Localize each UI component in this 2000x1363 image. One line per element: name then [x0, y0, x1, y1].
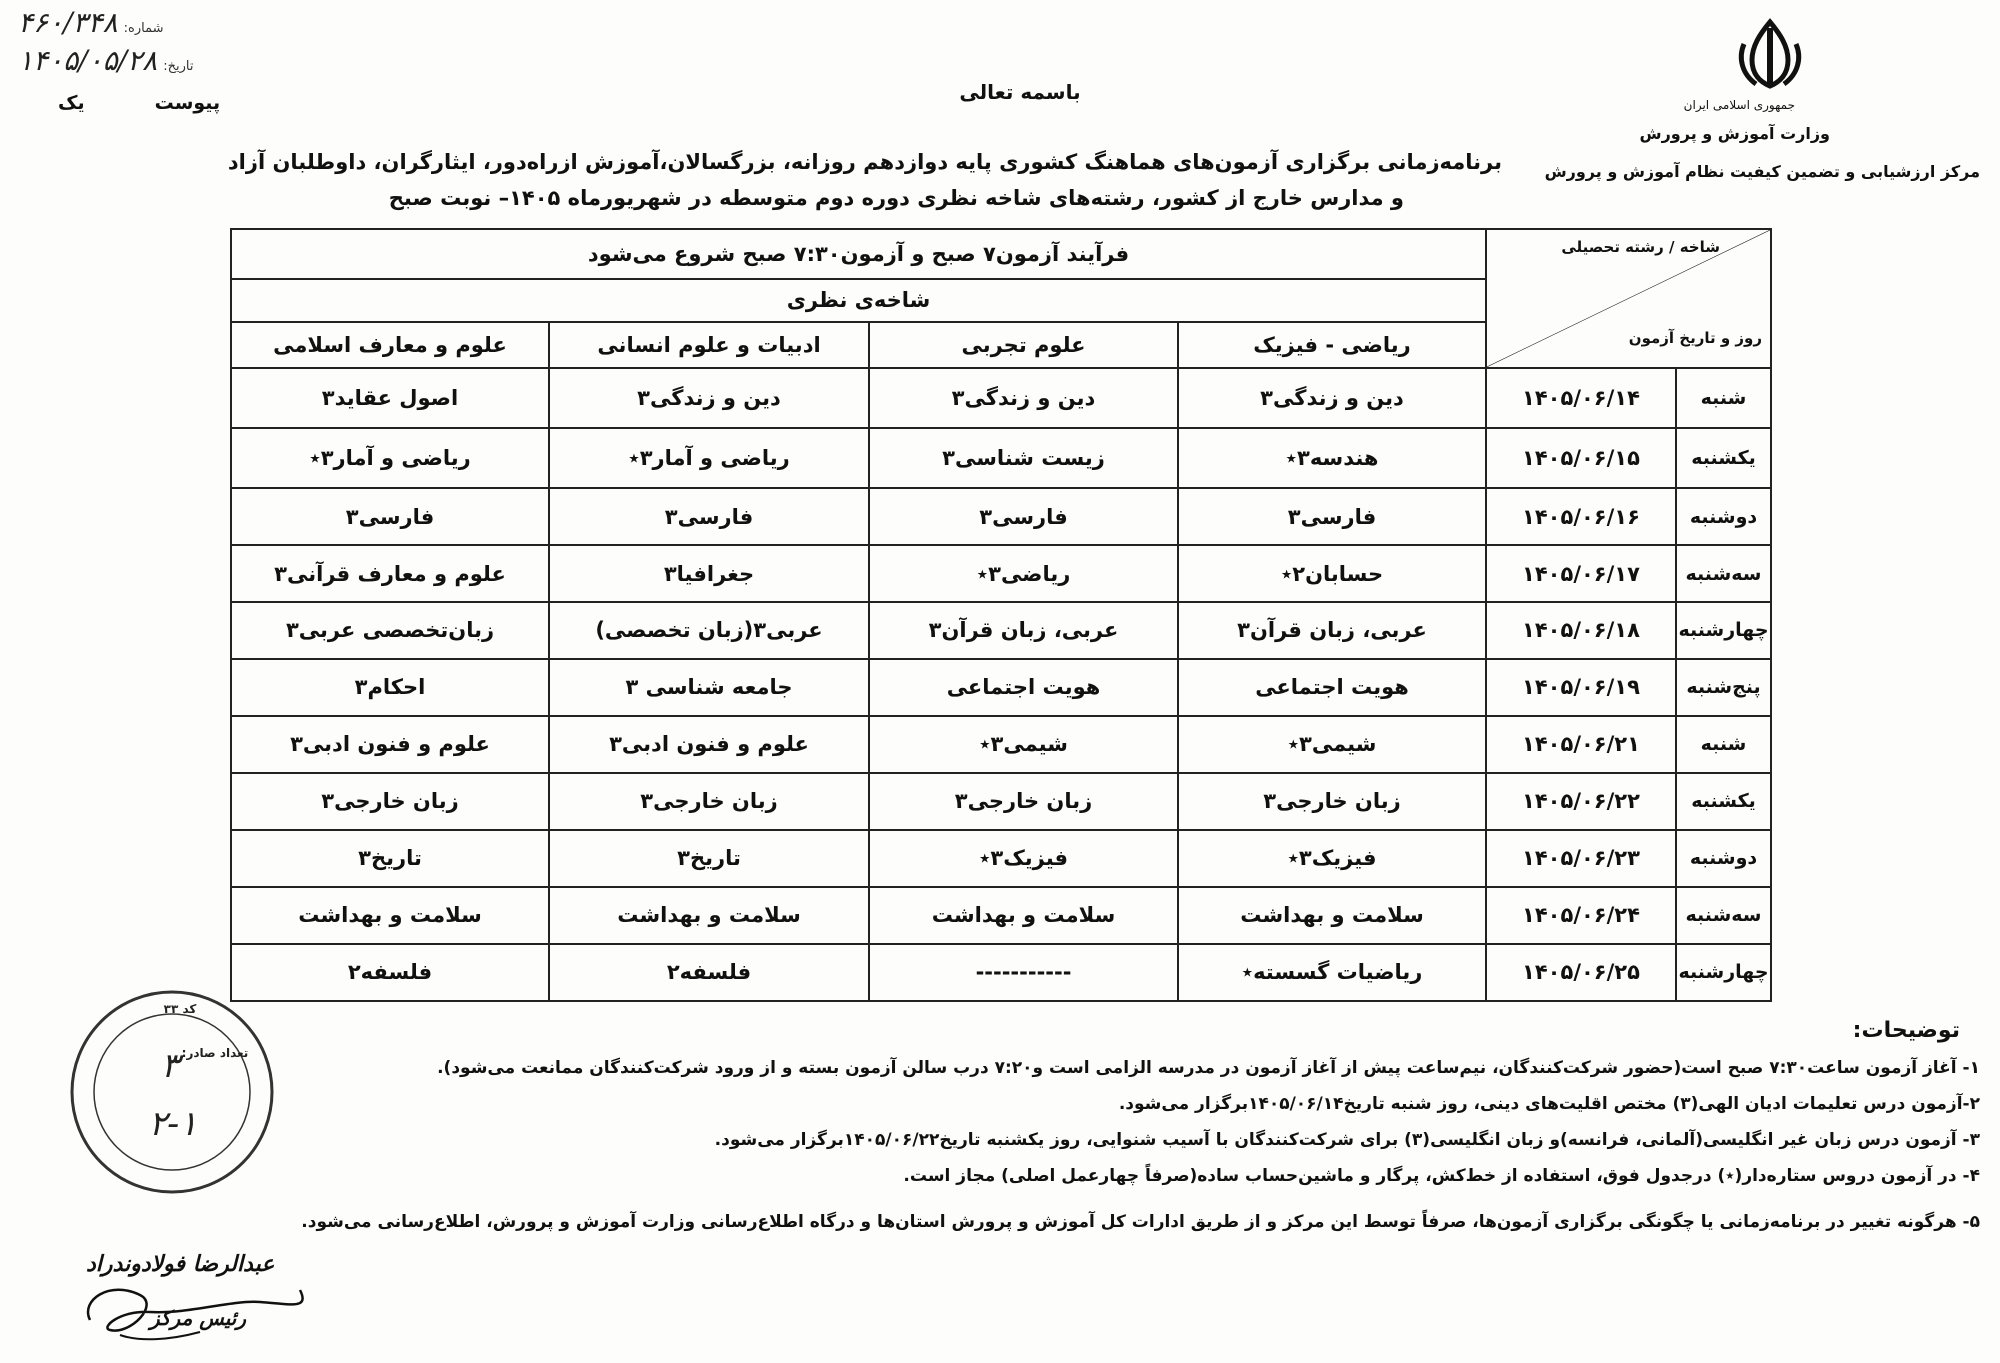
- column-header-literature-humanities: ادبیات و علوم انسانی: [549, 322, 869, 368]
- exam-date: ۱۴۰۵/۰۶/۲۴: [1486, 887, 1676, 944]
- subject-cell: شیمی۳٭: [1178, 716, 1486, 773]
- subject-cell: حسابان۲٭: [1178, 545, 1486, 602]
- corner-date-label: روز و تاریخ آزمون: [1628, 328, 1762, 347]
- letter-date-label: تاریخ:: [163, 59, 194, 74]
- letter-number: [18, 6, 164, 39]
- subject-cell: فارسی۳: [1178, 488, 1486, 545]
- seal-count-label: تعداد صادر:: [181, 1046, 249, 1060]
- document-title-line-1: برنامه‌زمانی برگزاری آزمون‌های هماهنگ کشوری پایه دوازدهم روزانه، بزرگسالان،آموزش ازراه‌دور، ایثارگران، داوطلبان آزاد: [227, 150, 1502, 174]
- org-center: مرکز ارزشیابی و تضمین کیفیت نظام آموزش و پرورش: [1544, 162, 1980, 181]
- subject-cell: علوم و فنون ادبی۳: [231, 716, 549, 773]
- exam-schedule-table: [230, 228, 1772, 1002]
- subject-cell: زیست شناسی۳: [869, 428, 1178, 488]
- exam-date: ۱۴۰۵/۰۶/۲۳: [1486, 830, 1676, 887]
- exam-date: ۱۴۰۵/۰۶/۱۵: [1486, 428, 1676, 488]
- subject-cell: تاریخ۳: [549, 830, 869, 887]
- exam-day: یکشنبه: [1676, 773, 1771, 830]
- table-row: [231, 545, 1771, 602]
- table-row: [231, 368, 1771, 428]
- letter-date: [18, 44, 193, 77]
- subject-cell: فلسفه۲: [549, 944, 869, 1001]
- subject-cell: فیزیک۳٭: [1178, 830, 1486, 887]
- exam-day: دوشنبه: [1676, 488, 1771, 545]
- seal-number: ۲-۱: [148, 1104, 198, 1144]
- notes-title: توضیحات:: [1852, 1018, 1960, 1043]
- subject-cell: فیزیک۳٭: [869, 830, 1178, 887]
- office-seal-stamp: [65, 985, 280, 1200]
- subject-cell: عربی، زبان قرآن۳: [869, 602, 1178, 659]
- subject-cell: علوم و فنون ادبی۳: [549, 716, 869, 773]
- note-item-2: ۲-آزمون درس تعلیمات ادیان الهی(۳) مختص اقلیت‌های دینی، روز شنبه تاریخ۱۴۰۵/۰۶/۱۴برگزار می‌شود.: [1118, 1094, 1980, 1114]
- letter-date-value: ۱۴۰۵/۰۵/۲۸: [18, 44, 158, 77]
- subject-cell: دین و زندگی۳: [549, 368, 869, 428]
- exam-date: ۱۴۰۵/۰۶/۱۴: [1486, 368, 1676, 428]
- letter-number-label: شماره:: [123, 21, 164, 36]
- branch-header: شاخه‌ی نظری: [231, 279, 1486, 323]
- column-header-islamic-studies: علوم و معارف اسلامی: [231, 322, 549, 368]
- column-header-math-physics: ریاضی - فیزیک: [1178, 322, 1486, 368]
- note-item-5: ۵- هرگونه تغییر در برنامه‌زمانی یا چگونگی برگزاری آزمون‌ها، صرفاً توسط این مرکز و از طریق ادارات کل آموزش و پرورش استان‌ها و درگاه اطلاع‌رسانی وزارت آموزش و پرورش، اطلاع‌رسانی می‌شود.: [301, 1212, 1980, 1232]
- subject-cell: شیمی۳٭: [869, 716, 1178, 773]
- exam-day: دوشنبه: [1676, 830, 1771, 887]
- org-ministry: وزارت آموزش و پرورش: [1639, 124, 1830, 143]
- subject-cell: فارسی۳: [549, 488, 869, 545]
- subject-cell: اصول عقاید۳: [231, 368, 549, 428]
- subject-cell: احکام۳: [231, 659, 549, 716]
- subject-cell: دین و زندگی۳: [869, 368, 1178, 428]
- exam-day: چهارشنبه: [1676, 602, 1771, 659]
- exam-day: یکشنبه: [1676, 428, 1771, 488]
- subject-cell: عربی، زبان قرآن۳: [1178, 602, 1486, 659]
- note-item-3: ۳- آزمون درس زبان غیر انگلیسی(آلمانی، فرانسه)و زبان انگلیسی(۳) برای شرکت‌کنندگان با آسیب شنوایی، روز یکشنبه تاریخ۱۴۰۵/۰۶/۲۲برگزار می‌شود.: [714, 1130, 1980, 1150]
- subject-cell: ریاضی و آمار۳٭: [231, 428, 549, 488]
- attachment-value: یک: [58, 92, 85, 114]
- subject-cell: ریاضیات گسسته٭: [1178, 944, 1486, 1001]
- exam-day: شنبه: [1676, 716, 1771, 773]
- table-row: [231, 488, 1771, 545]
- subject-cell: ریاضی و آمار۳٭: [549, 428, 869, 488]
- exam-day: سه‌شنبه: [1676, 887, 1771, 944]
- exam-day: چهارشنبه: [1676, 944, 1771, 1001]
- subject-cell: هویت اجتماعی: [1178, 659, 1486, 716]
- subject-cell: فلسفه۲: [231, 944, 549, 1001]
- subject-cell: عربی۳(زبان تخصصی): [549, 602, 869, 659]
- signer-name: عبدالرضا فولادوندراد: [86, 1252, 275, 1277]
- signer-title: رئیس مرکز: [150, 1306, 247, 1330]
- subject-cell: دین و زندگی۳: [1178, 368, 1486, 428]
- subject-cell: تاریخ۳: [231, 830, 549, 887]
- subject-cell: ریاضی۳٭: [869, 545, 1178, 602]
- column-header-experimental-sciences: علوم تجربی: [869, 322, 1178, 368]
- exam-date: ۱۴۰۵/۰۶/۲۲: [1486, 773, 1676, 830]
- note-item-1: ۱- آغاز آزمون ساعت۷:۳۰ صبح است(حضور شرکت‌کنندگان، نیم‌ساعت پیش از آغاز آزمون در مدرسه الزامی است و۷:۲۰ درب سالن آزمون بسته و از ورود شرکت‌کنندگان ممانعت می‌شود).: [437, 1058, 1980, 1078]
- document-title-line-2: و مدارس خارج از کشور، رشته‌های شاخه نظری دوره دوم متوسطه در شهریورماه ۱۴۰۵– نوبت صبح: [388, 186, 1404, 210]
- attachment-label: پیوست: [154, 92, 221, 114]
- table-row: [231, 428, 1771, 488]
- subject-cell: سلامت و بهداشت: [231, 887, 549, 944]
- subject-cell: هندسه۳٭: [1178, 428, 1486, 488]
- subject-cell: فارسی۳: [869, 488, 1178, 545]
- exam-day: شنبه: [1676, 368, 1771, 428]
- subject-cell: -----------: [869, 944, 1178, 1001]
- subject-cell: هویت اجتماعی: [869, 659, 1178, 716]
- table-row: [231, 773, 1771, 830]
- table-row: [231, 659, 1771, 716]
- exam-date: ۱۴۰۵/۰۶/۱۷: [1486, 545, 1676, 602]
- letter-number-value: ۴۶۰/۳۴۸: [18, 6, 118, 39]
- corner-branch-label: شاخه / رشته تحصیلی: [1561, 238, 1720, 256]
- subject-cell: زبان خارجی۳: [1178, 773, 1486, 830]
- subject-cell: سلامت و بهداشت: [1178, 887, 1486, 944]
- subject-cell: سلامت و بهداشت: [869, 887, 1178, 944]
- subject-cell: زبان خارجی۳: [549, 773, 869, 830]
- exam-date: ۱۴۰۵/۰۶/۱۸: [1486, 602, 1676, 659]
- exam-date: ۱۴۰۵/۰۶/۱۶: [1486, 488, 1676, 545]
- subject-cell: زبان خارجی۳: [231, 773, 549, 830]
- subject-cell: زبان خارجی۳: [869, 773, 1178, 830]
- seal-count: ۳: [160, 1046, 180, 1086]
- exam-date: ۱۴۰۵/۰۶/۲۱: [1486, 716, 1676, 773]
- exam-process-note: فرآیند آزمون۷ صبح و آزمون۷:۳۰ صبح شروع می‌شود: [231, 229, 1486, 279]
- table-corner-header: [1486, 229, 1771, 368]
- basmala-heading: باسمه تعالی: [959, 80, 1081, 104]
- subject-cell: زبان‌تخصصی عربی۳: [231, 602, 549, 659]
- table-row: [231, 830, 1771, 887]
- note-item-4: ۴- در آزمون دروس ستاره‌دار(٭) درجدول فوق، استفاده از خط‌کش، پرگار و ماشین‌حساب ساده(صرفاً چهارعمل اصلی) مجاز است.: [903, 1166, 1980, 1186]
- table-row: [231, 716, 1771, 773]
- table-row: [231, 602, 1771, 659]
- subject-cell: سلامت و بهداشت: [549, 887, 869, 944]
- exam-date: ۱۴۰۵/۰۶/۱۹: [1486, 659, 1676, 716]
- subject-cell: فارسی۳: [231, 488, 549, 545]
- seal-code: کد ۳۳: [163, 1002, 197, 1016]
- subject-cell: علوم و معارف قرآنی۳: [231, 545, 549, 602]
- subject-cell: جامعه شناسی ۳: [549, 659, 869, 716]
- subject-cell: جغرافیا۳: [549, 545, 869, 602]
- exam-date: ۱۴۰۵/۰۶/۲۵: [1486, 944, 1676, 1001]
- table-row: [231, 887, 1771, 944]
- table-row: [231, 944, 1771, 1001]
- org-republic: جمهوری اسلامی ایران: [1683, 98, 1795, 112]
- exam-day: سه‌شنبه: [1676, 545, 1771, 602]
- exam-day: پنج‌شنبه: [1676, 659, 1771, 716]
